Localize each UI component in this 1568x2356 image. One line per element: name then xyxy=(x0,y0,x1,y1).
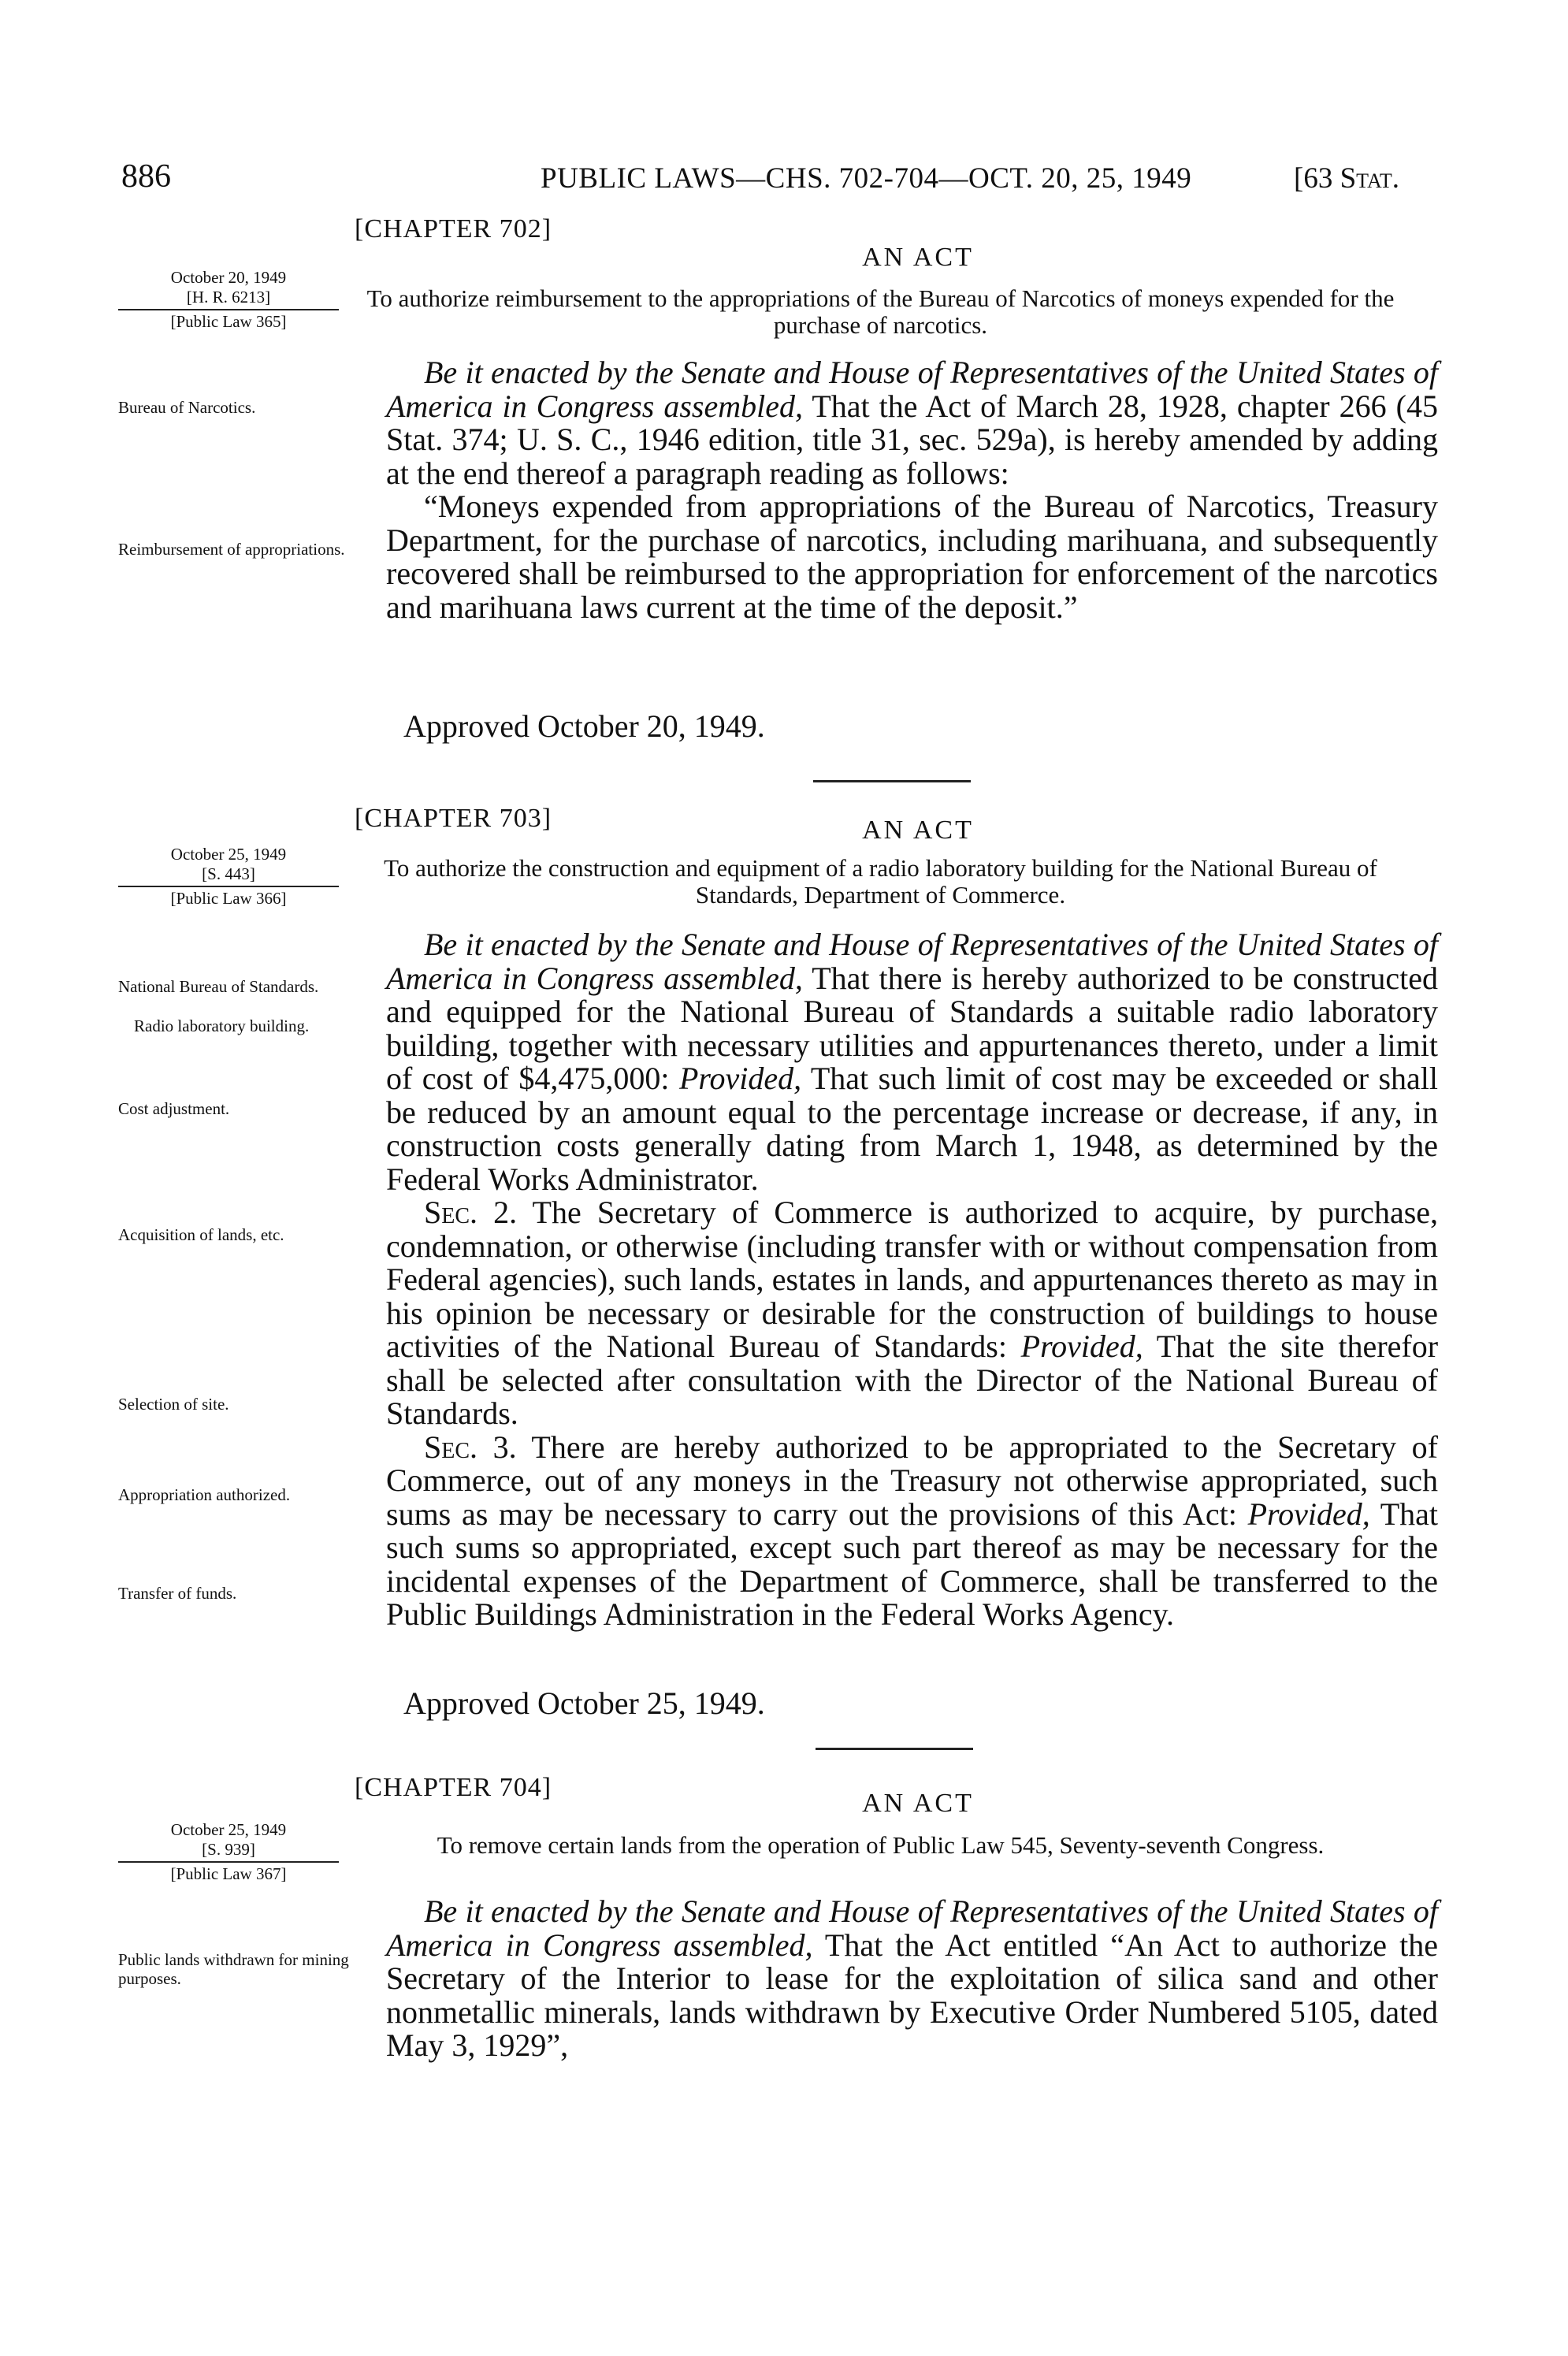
margin-rule xyxy=(118,1861,339,1863)
provided-term: Provided, xyxy=(678,1061,802,1096)
margin-bill: [S. 939] xyxy=(202,1840,255,1859)
paragraph-text: That such limit of cost may be exceeded or shall be reduced by an amount equal to the percentage increase or decrease, if any, in construction costs generally dating from March 1, 1948, as determined by the Federal Works Administrator. xyxy=(386,1061,1439,1197)
page-number: 886 xyxy=(121,158,171,195)
section-3-paragraph xyxy=(386,1431,1438,1632)
chapter-703-margin-block xyxy=(118,845,339,909)
chapter-703-heading: [CHAPTER 703] xyxy=(355,804,552,833)
margin-law: [Public Law 366] xyxy=(170,889,287,908)
margin-rule xyxy=(118,309,339,310)
section-label: Sec. xyxy=(424,1195,478,1230)
paragraph-text: That the Act entitled “An Act to authorize the Secretary of the Interior to lease for the exploitation of silica sand and other nonmetallic minerals, lands withdrawn by Executive Order Numbered 5105, dated May 3, 1929”, xyxy=(386,1927,1439,2063)
margin-date: October 20, 1949 xyxy=(170,268,287,287)
enacting-clause: Be it enacted by the Senate and House of Representatives of the United States of America in Congress assembled, xyxy=(386,927,1438,996)
margin-note: Public lands withdrawn for mining purposes. xyxy=(118,1950,349,1988)
paragraph-text: That the site therefor shall be selected after consultation with the Director of the National Bureau of Standards. xyxy=(386,1329,1439,1431)
chapter-704-margin-block xyxy=(118,1820,339,1884)
margin-note: National Bureau of Standards. xyxy=(118,977,319,996)
section-2-paragraph xyxy=(386,1196,1438,1431)
section-separator xyxy=(813,780,971,782)
stat-prefix: [63 xyxy=(1294,162,1340,195)
paragraph-text: That such sums so appropriated, except such part thereof as may be necessary for the incidental expenses of the Department of Commerce, shall be transferred to the Public Buildings Administration in the Federal Works Agency. xyxy=(386,1496,1439,1632)
margin-note: Appropriation authorized. xyxy=(118,1485,291,1504)
provided-term: Provided, xyxy=(1020,1329,1143,1364)
paragraph-text: That there is hereby authorized to be constructed and equipped for the National Bureau of Standards a suitable radio laboratory building, together with necessary utilities and appurtenances thereto, under a limit of cost of $4,475,000: xyxy=(386,960,1438,1096)
chapter-702-an-act: AN ACT xyxy=(862,243,974,272)
section-label: Sec. xyxy=(424,1429,478,1465)
margin-bill: [S. 443] xyxy=(202,864,255,883)
statute-volume xyxy=(1294,162,1399,195)
chapter-702-approved: Approved October 20, 1949. xyxy=(403,708,765,744)
enacting-clause: Be it enacted by the Senate and House of Representatives of the United States of America in Congress assembled, xyxy=(386,355,1438,424)
chapter-704-an-act: AN ACT xyxy=(862,1789,974,1818)
quoted-paragraph: “Moneys expended from appropriations of the Bureau of Narcotics, Treasury Department, for the purchase of narcotics, including marihuana, and subsequently recovered shall be reimbursed to the appropriation for enforcement of the narcotics and marihuana laws current at the time of the deposit.” xyxy=(386,489,1438,625)
enacting-clause: Be it enacted by the Senate and House of Representatives of the United States of America in Congress assembled, xyxy=(386,1893,1438,1963)
section-separator xyxy=(816,1748,973,1750)
margin-note: Bureau of Narcotics. xyxy=(118,398,256,417)
enacting-paragraph xyxy=(386,356,1438,490)
chapter-703-approved: Approved October 25, 1949. xyxy=(403,1685,765,1721)
running-title: PUBLIC LAWS—CHS. 702-704—OCT. 20, 25, 1949 xyxy=(541,162,1192,195)
margin-rule xyxy=(118,886,339,887)
chapter-702-heading: [CHAPTER 702] xyxy=(355,214,552,243)
chapter-703-an-act: AN ACT xyxy=(862,816,974,845)
provided-term: Provided, xyxy=(1247,1496,1370,1532)
margin-note: Selection of site. xyxy=(118,1395,229,1414)
margin-note: Radio laboratory building. xyxy=(134,1016,310,1035)
margin-law: [Public Law 367] xyxy=(170,1864,287,1883)
chapter-704-body xyxy=(386,1895,1438,2063)
chapter-702-body xyxy=(386,356,1438,624)
stat-label: Stat. xyxy=(1339,162,1399,195)
margin-bill: [H. R. 6213] xyxy=(186,288,271,307)
enacting-paragraph xyxy=(386,1895,1438,2063)
margin-note: Cost adjustment. xyxy=(118,1099,230,1118)
margin-note: Reimbursement of appropriations. xyxy=(118,540,345,559)
margin-law: [Public Law 365] xyxy=(170,312,287,331)
chapter-703-body xyxy=(386,928,1438,1632)
chapter-702-purpose: To authorize reimbursement to the appropriations of the Bureau of Narcotics of moneys expended for the purchase of narcotics. xyxy=(366,284,1395,339)
paragraph-text: That the Act of March 28, 1928, chapter 266 (45 Stat. 374; U. S. C., 1946 edition, title 31, sec. 529a), is hereby amended by adding at the end thereof a paragraph reading as follows: xyxy=(386,388,1438,491)
enacting-paragraph xyxy=(386,928,1438,1196)
chapter-702-margin-block xyxy=(118,268,339,332)
margin-note: Acquisition of lands, etc. xyxy=(118,1225,284,1244)
chapter-704-purpose: To remove certain lands from the operation of Public Law 545, Seventy-seventh Congress. xyxy=(437,1831,1325,1859)
margin-date: October 25, 1949 xyxy=(170,1820,287,1839)
margin-date: October 25, 1949 xyxy=(170,845,287,864)
paragraph-text: 2. The Secretary of Commerce is authorized to acquire, by purchase, condemnation, or otherwise (including transfer with or without compensation from Federal agencies), such lands, estates in lands, and appurtenances thereto as may in his opinion be necessary or desirable for the construction of buildings to house activities of the National Bureau of Standards: xyxy=(386,1195,1439,1364)
chapter-703-purpose: To authorize the construction and equipment of a radio laboratory building for the National Bureau of Standards, Department of Commerce. xyxy=(384,854,1377,909)
chapter-704-heading: [CHAPTER 704] xyxy=(355,1773,552,1802)
paragraph-text: 3. There are hereby authorized to be appropriated to the Secretary of Commerce, out of any moneys in the Treasury not otherwise appropriated, such sums as may be necessary to carry out the provisions of this Act: xyxy=(386,1429,1438,1532)
margin-note: Transfer of funds. xyxy=(118,1584,237,1603)
